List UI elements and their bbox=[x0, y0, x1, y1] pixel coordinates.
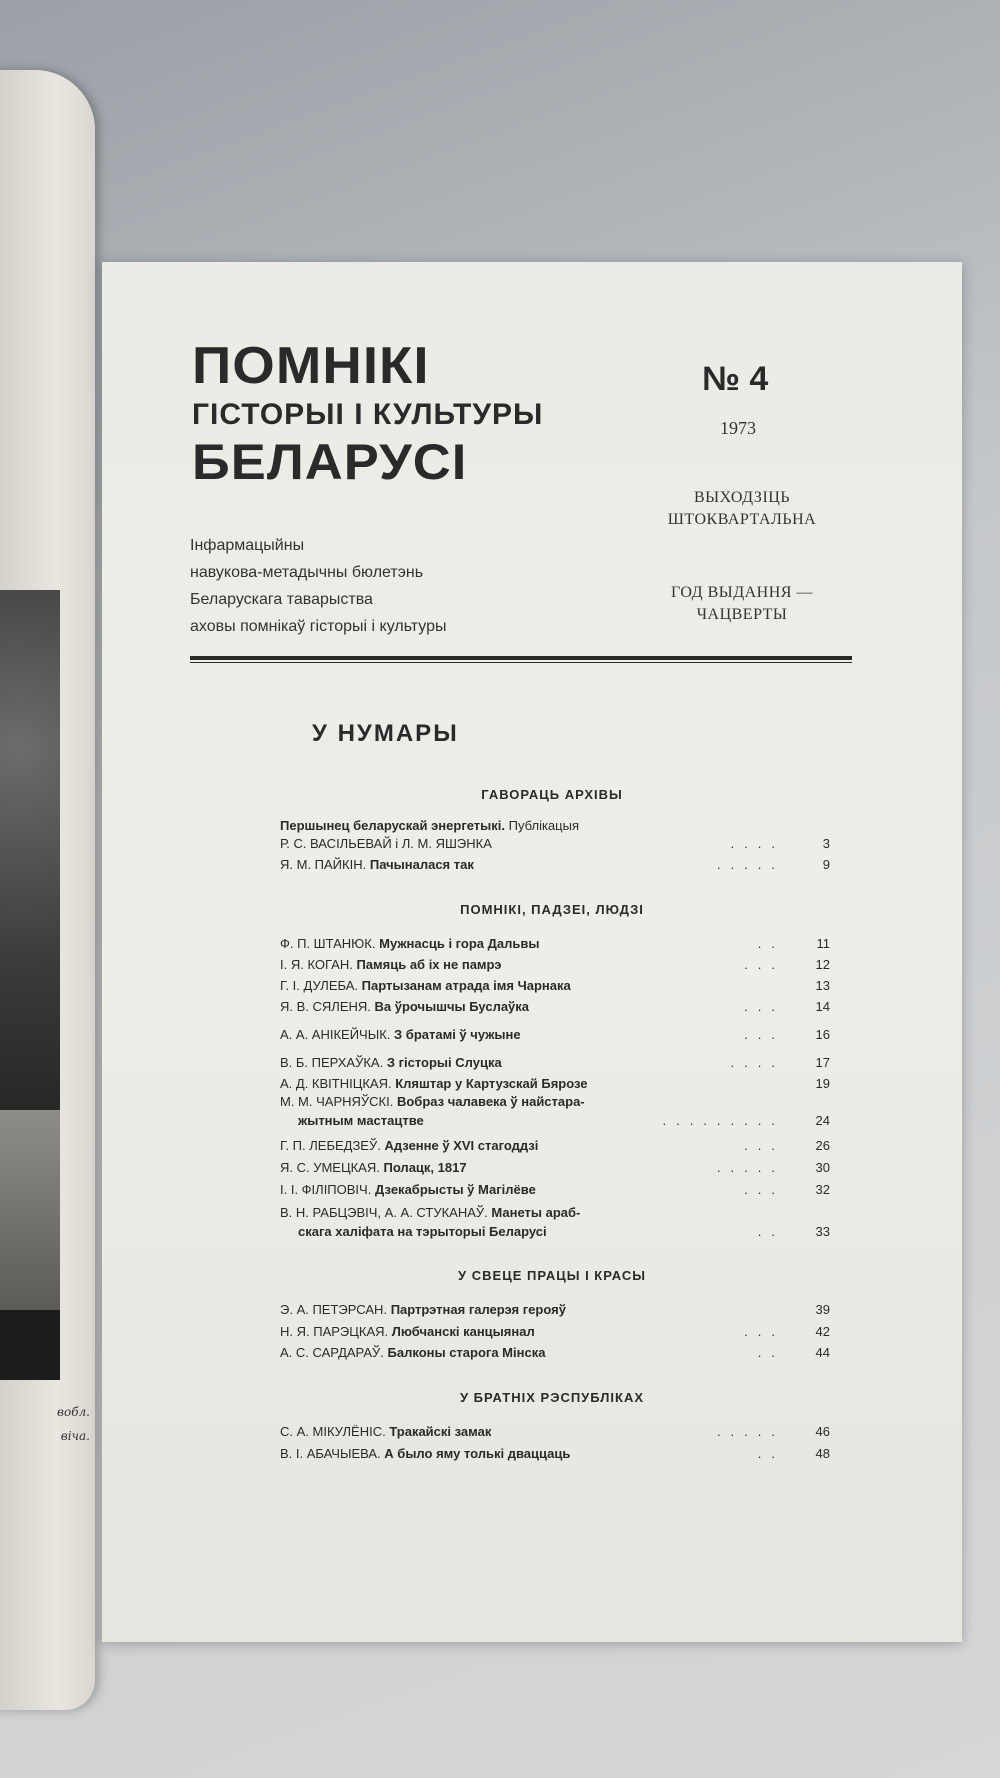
leader-dots: .. bbox=[757, 1446, 785, 1461]
toc-entry bbox=[280, 1025, 830, 1045]
entry-author: Г. І. ДУЛЕБА. bbox=[280, 978, 359, 993]
subtitle-line: Беларускага таварыства bbox=[190, 591, 373, 608]
entry-author: Я. М. ПАЙКІН. bbox=[280, 857, 367, 872]
entry-page: 44 bbox=[815, 1345, 830, 1360]
toc-entry bbox=[280, 855, 830, 875]
entry-title: Пачыналася так bbox=[369, 857, 474, 872]
entry-page: 24 bbox=[815, 1113, 830, 1128]
entry-title: З братамі ў чужыне bbox=[394, 1027, 521, 1042]
entry-page: 14 bbox=[815, 999, 830, 1014]
caption-line: віча. bbox=[60, 1429, 90, 1443]
entry-page: 3 bbox=[822, 836, 830, 851]
leader-dots: ... bbox=[744, 1182, 785, 1197]
toc-entry bbox=[280, 1300, 830, 1320]
leader-dots: ... bbox=[744, 1027, 785, 1042]
entry-page: 42 bbox=[815, 1324, 830, 1339]
toc-entry bbox=[280, 1053, 830, 1073]
frequency-line: ВЫХОДЗІЦЬ bbox=[693, 489, 791, 506]
section-title: ГАВОРАЦЬ АРХІВЫ bbox=[481, 787, 623, 802]
entry-title: Партызанам атрада імя Чарнака bbox=[361, 978, 571, 993]
volume-line: ЧАЦВЕРТЫ bbox=[696, 606, 788, 623]
bulletin-subtitle bbox=[190, 532, 447, 640]
leader-dots: ......... bbox=[662, 1113, 785, 1128]
entry-title: жытным мастацтве bbox=[298, 1113, 424, 1128]
entry-page: 33 bbox=[815, 1224, 830, 1239]
entry-page: 26 bbox=[815, 1138, 830, 1153]
photo-caption bbox=[10, 1400, 90, 1448]
entry-title: Памяць аб іх не памрэ bbox=[356, 957, 502, 972]
entry-author: В. Н. РАБЦЭВІЧ, А. А. СТУКАНАЎ. bbox=[280, 1205, 488, 1220]
title-line-1: ПОМНІКІ bbox=[192, 337, 430, 395]
leader-dots: ... bbox=[744, 1138, 785, 1153]
entry-author: А. Д. КВІТНІЦКАЯ. bbox=[280, 1076, 392, 1091]
toc-entry bbox=[280, 997, 830, 1017]
entry-page: 19 bbox=[815, 1076, 830, 1091]
entry-author: Э. А. ПЕТЭРСАН. bbox=[280, 1302, 388, 1317]
toc-entry bbox=[280, 1203, 830, 1223]
leader-dots: ..... bbox=[716, 1424, 785, 1439]
entry-author: М. М. ЧАРНЯЎСКІ. bbox=[280, 1094, 394, 1109]
contents-heading: У НУМАРЫ bbox=[312, 720, 459, 747]
toc-entry bbox=[280, 934, 830, 954]
toc-entry bbox=[280, 976, 830, 996]
entry-author: Р. С. ВАСІЛЬЕВАЙ і Л. М. ЯШЭНКА bbox=[280, 836, 492, 851]
entry-title: скага халіфата на тэрыторыі Беларусі bbox=[298, 1224, 547, 1239]
entry-title: Полацк, 1817 bbox=[383, 1160, 467, 1175]
subtitle-line: аховы помнікаў гісторыі і культуры bbox=[190, 618, 447, 635]
entry-author: І. Я. КОГАН. bbox=[280, 957, 353, 972]
entry-title: Ва ўрочышчы Буслаўка bbox=[374, 999, 530, 1014]
leader-dots: .. bbox=[757, 1345, 785, 1360]
section-title: У БРАТНІХ РЭСПУБЛІКАХ bbox=[459, 1390, 645, 1405]
toc-entry bbox=[280, 1222, 830, 1242]
bulletin-page bbox=[102, 262, 962, 1642]
entry-author: А. А. АНІКЕЙЧЫК. bbox=[280, 1027, 391, 1042]
entry-page: 9 bbox=[822, 857, 830, 872]
entry-author: Ф. П. ШТАНЮК. bbox=[280, 936, 376, 951]
entry-author: А. С. САРДАРАЎ. bbox=[280, 1345, 384, 1360]
entry-author: Н. Я. ПАРЭЦКАЯ. bbox=[280, 1324, 389, 1339]
toc-entry bbox=[280, 834, 830, 854]
section-title: ПОМНІКІ, ПАДЗЕІ, ЛЮДЗІ bbox=[460, 902, 644, 917]
leader-dots: ... bbox=[744, 957, 785, 972]
entry-title: Дзекабрысты ў Магілёве bbox=[374, 1182, 536, 1197]
toc-entry bbox=[280, 1158, 830, 1178]
entry-title: Вобраз чалавека ў найстара- bbox=[396, 1094, 585, 1109]
toc-entry bbox=[280, 1422, 830, 1442]
frequency-note bbox=[642, 487, 842, 531]
leader-dots: .. bbox=[757, 1224, 785, 1239]
entry-page: 12 bbox=[815, 957, 830, 972]
leader-dots: .... bbox=[730, 836, 785, 851]
issue-year: 1973 bbox=[720, 418, 756, 438]
entry-title: Балконы старога Мінска bbox=[387, 1345, 546, 1360]
entry-author: Я. С. УМЕЦКАЯ. bbox=[280, 1160, 380, 1175]
leader-dots: .... bbox=[730, 1055, 785, 1070]
entry-extra: Публікацыя bbox=[505, 818, 579, 833]
frequency-line: ШТОКВАРТАЛЬНА bbox=[667, 511, 817, 528]
monument-stone bbox=[0, 1110, 60, 1310]
leader-dots: ... bbox=[744, 1324, 785, 1339]
divider-rule-thin bbox=[190, 662, 852, 663]
entry-page: 32 bbox=[815, 1182, 830, 1197]
entry-title: Манеты араб- bbox=[491, 1205, 581, 1220]
entry-author: В. І. АБАЧЫЕВА. bbox=[280, 1446, 381, 1461]
entry-page: 48 bbox=[815, 1446, 830, 1461]
caption-line: вобл. bbox=[57, 1405, 90, 1419]
entry-title: Партрэтная галерэя герояў bbox=[390, 1302, 566, 1317]
entry-title: Любчанскі канцыянал bbox=[391, 1324, 535, 1339]
entry-page: 11 bbox=[816, 936, 830, 951]
title-line-2: ГІСТОРЫІ І КУЛЬТУРЫ bbox=[192, 398, 544, 431]
entry-title: Адзенне ў XVI стагоддзі bbox=[384, 1138, 539, 1153]
entry-author: С. А. МІКУЛЁНІС. bbox=[280, 1424, 386, 1439]
subtitle-line: навукова-метадычны бюлетэнь bbox=[190, 564, 424, 581]
toc-entry bbox=[280, 1111, 830, 1131]
toc-entry bbox=[280, 1444, 830, 1464]
leader-dots: ..... bbox=[716, 857, 785, 872]
entry-title: Кляштар у Картузскай Бярозе bbox=[395, 1076, 588, 1091]
toc-entry bbox=[280, 1136, 830, 1156]
entry-author: В. Б. ПЕРХАЎКА. bbox=[280, 1055, 384, 1070]
entry-title: Першынец беларускай энергетыкі. bbox=[280, 818, 506, 833]
divider-rule bbox=[190, 656, 852, 660]
previous-page bbox=[0, 70, 95, 1710]
subtitle-line: Інфармацыйны bbox=[190, 537, 305, 554]
leader-dots: ..... bbox=[716, 1160, 785, 1175]
entry-author: Я. В. СЯЛЕНЯ. bbox=[280, 999, 371, 1014]
entry-page: 30 bbox=[815, 1160, 830, 1175]
title-line-3: БЕЛАРУСІ bbox=[192, 434, 468, 490]
entry-page: 17 bbox=[815, 1055, 830, 1070]
toc-entry bbox=[280, 816, 830, 836]
entry-page: 46 bbox=[815, 1424, 830, 1439]
issue-number: № 4 bbox=[702, 360, 769, 398]
masthead bbox=[192, 337, 543, 489]
leader-dots: .. bbox=[757, 936, 785, 951]
toc-entry bbox=[280, 1092, 830, 1112]
entry-author: І. І. ФІЛІПОВІЧ. bbox=[280, 1182, 372, 1197]
entry-page: 16 bbox=[815, 1027, 830, 1042]
toc-entry bbox=[280, 955, 830, 975]
toc-entry bbox=[280, 1180, 830, 1200]
entry-title: А было яму толькі дваццаць bbox=[384, 1446, 571, 1461]
volume-line: ГОД ВЫДАННЯ — bbox=[671, 584, 813, 601]
entry-title: Мужнасць і гора Дальвы bbox=[379, 936, 540, 951]
toc-entry bbox=[280, 1343, 830, 1363]
entry-page: 13 bbox=[815, 978, 830, 993]
volume-note bbox=[642, 582, 842, 626]
section-title: У СВЕЦЕ ПРАЦЫ І КРАСЫ bbox=[458, 1268, 646, 1283]
entry-page: 39 bbox=[815, 1302, 830, 1317]
entry-title: З гісторыі Слуцка bbox=[386, 1055, 502, 1070]
toc-entry bbox=[280, 1322, 830, 1342]
entry-title: Тракайскі замак bbox=[389, 1424, 492, 1439]
leader-dots: ... bbox=[744, 999, 785, 1014]
entry-author: Г. П. ЛЕБЕДЗЕЎ. bbox=[280, 1138, 381, 1153]
monument-photo bbox=[0, 590, 60, 1380]
toc-entry bbox=[280, 1074, 830, 1094]
